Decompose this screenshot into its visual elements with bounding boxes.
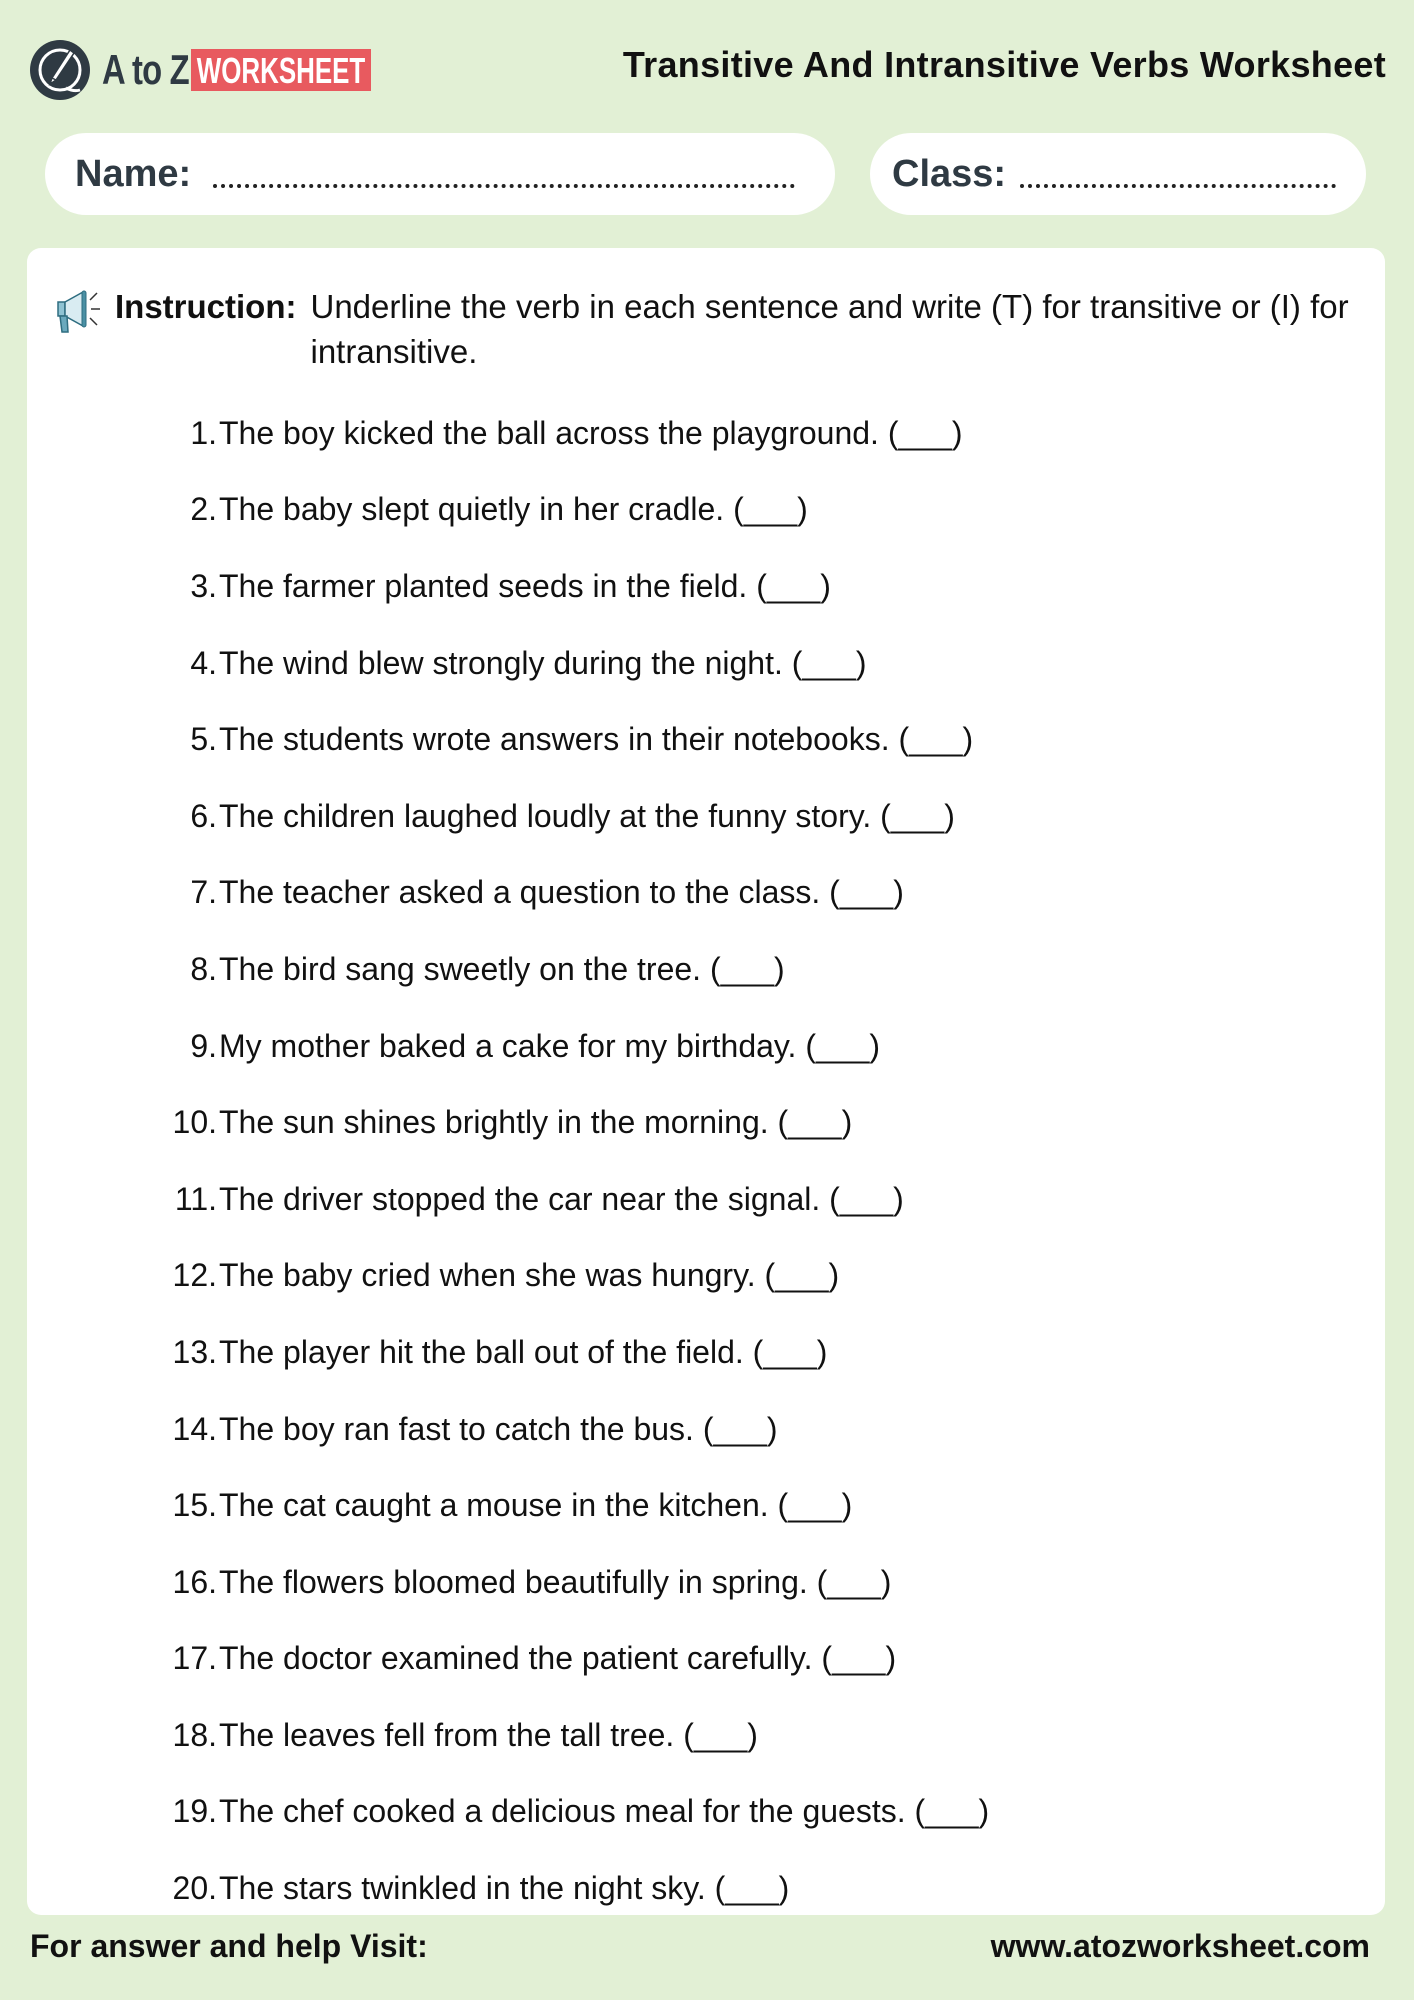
question-item	[27, 855, 1385, 932]
question-text: The player hit the ball out of the field. (___)	[219, 1333, 828, 1370]
question-item	[27, 1238, 1385, 1315]
question-text: The teacher asked a question to the class. (___)	[219, 874, 904, 911]
question-number: 5.	[190, 721, 217, 758]
question-number: 19.	[172, 1793, 217, 1830]
question-item	[27, 931, 1385, 1008]
question-text: The baby slept quietly in her cradle. (___)	[219, 491, 808, 528]
name-label: Name:	[75, 152, 192, 195]
question-number: 12.	[172, 1257, 217, 1294]
question-text: The children laughed loudly at the funny story. (___)	[219, 797, 955, 834]
question-number: 1.	[190, 414, 217, 451]
question-text: The sun shines brightly in the morning. (___)	[219, 1104, 853, 1141]
question-number: 18.	[172, 1716, 217, 1753]
question-number: 14.	[172, 1410, 217, 1447]
question-number: 8.	[190, 950, 217, 987]
question-item	[27, 1467, 1385, 1544]
question-text: The farmer planted seeds in the field. (___)	[219, 567, 831, 604]
question-number: 4.	[190, 644, 217, 681]
class-field[interactable]	[870, 133, 1366, 215]
question-text: The leaves fell from the tall tree. (___)	[219, 1716, 758, 1753]
pen-logo-icon	[30, 40, 90, 100]
question-item	[27, 1391, 1385, 1468]
name-field[interactable]	[45, 133, 835, 215]
question-text: The boy ran fast to catch the bus. (___)	[219, 1410, 778, 1447]
question-number: 2.	[190, 491, 217, 528]
question-item	[27, 1697, 1385, 1774]
question-item	[27, 1774, 1385, 1851]
question-item	[27, 1084, 1385, 1161]
logo-badge: WORKSHEET	[191, 49, 371, 91]
question-text: The wind blew strongly during the night. (___)	[219, 644, 867, 681]
question-number: 20.	[172, 1870, 217, 1907]
question-item	[27, 395, 1385, 472]
class-blank-line[interactable]	[1020, 184, 1336, 188]
question-item	[27, 1161, 1385, 1238]
question-text: The stars twinkled in the night sky. (___)	[219, 1870, 790, 1907]
question-number: 11.	[174, 1180, 217, 1217]
question-number: 16.	[172, 1563, 217, 1600]
question-text: The cat caught a mouse in the kitchen. (___)	[219, 1487, 853, 1524]
question-number: 10.	[172, 1104, 217, 1141]
question-list	[27, 395, 1385, 1927]
question-number: 17.	[172, 1640, 217, 1677]
question-item	[27, 778, 1385, 855]
question-number: 13.	[172, 1333, 217, 1370]
page-title: Transitive And Intransitive Verbs Worksheet	[622, 44, 1386, 85]
question-text: The baby cried when she was hungry. (___)	[219, 1257, 840, 1294]
question-text: The flowers bloomed beautifully in spring. (___)	[219, 1563, 892, 1600]
question-text: The boy kicked the ball across the playground. (___)	[219, 414, 963, 451]
instruction	[55, 284, 1365, 374]
question-item	[27, 1850, 1385, 1927]
megaphone-icon	[55, 288, 105, 336]
logo-text: A to Z	[102, 46, 189, 93]
question-text: The doctor examined the patient carefully. (___)	[219, 1640, 897, 1677]
question-number: 9.	[190, 1027, 217, 1064]
instruction-text: Underline the verb in each sentence and write (T) for transitive or (I) for intransitive.	[310, 288, 1349, 370]
name-blank-line[interactable]	[213, 184, 795, 188]
footer-help-text: For answer and help Visit:	[30, 1928, 428, 1964]
question-item	[27, 625, 1385, 702]
question-text: The students wrote answers in their notebooks. (___)	[219, 721, 974, 758]
site-logo	[30, 38, 441, 102]
question-item	[27, 1314, 1385, 1391]
question-item	[27, 1544, 1385, 1621]
question-number: 3.	[190, 567, 217, 604]
question-text: My mother baked a cake for my birthday. (___)	[219, 1027, 881, 1064]
question-text: The chef cooked a delicious meal for the guests. (___)	[219, 1793, 990, 1830]
question-text: The bird sang sweetly on the tree. (___)	[219, 950, 785, 987]
question-item	[27, 1008, 1385, 1085]
footer-website-link[interactable]: www.atozworksheet.com	[990, 1928, 1370, 1964]
question-item	[27, 472, 1385, 549]
question-item	[27, 701, 1385, 778]
question-item	[27, 548, 1385, 625]
class-label: Class:	[892, 152, 1007, 195]
question-text: The driver stopped the car near the signal. (___)	[219, 1180, 904, 1217]
question-number: 6.	[190, 797, 217, 834]
question-number: 7.	[190, 874, 217, 911]
question-item	[27, 1621, 1385, 1698]
question-number: 15.	[172, 1487, 217, 1524]
instruction-label: Instruction:	[115, 288, 297, 325]
worksheet-card	[27, 248, 1385, 1915]
